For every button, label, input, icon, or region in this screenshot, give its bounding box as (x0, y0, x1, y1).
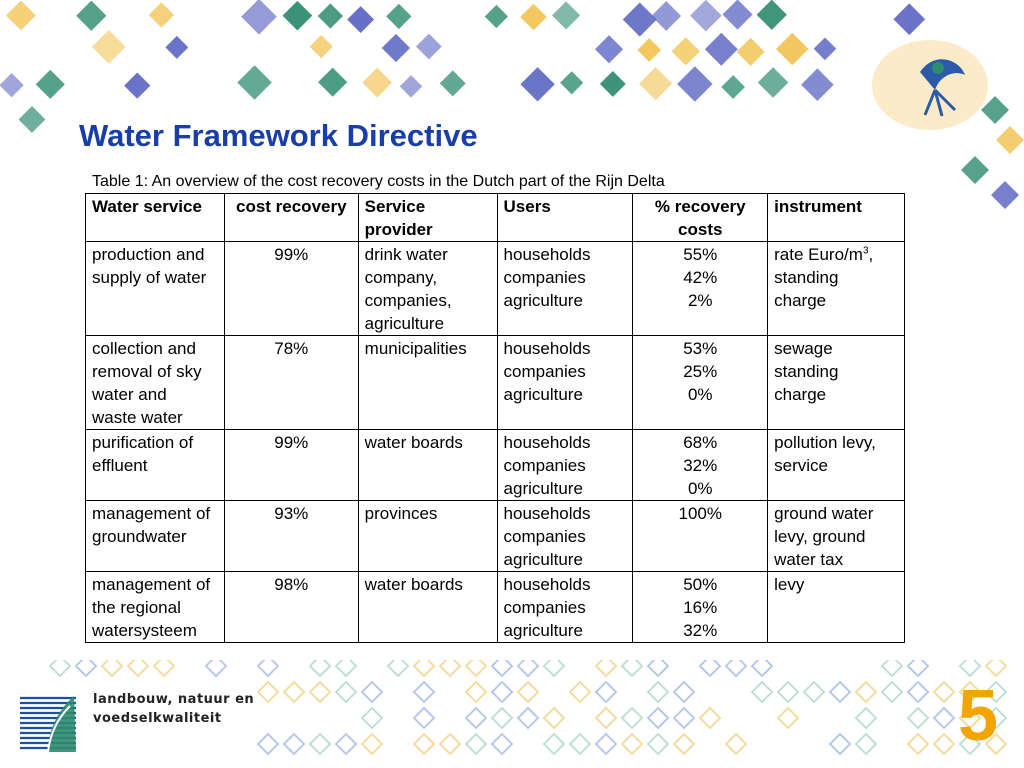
decorative-diamond (752, 660, 772, 676)
cell-service-provider: water boards (358, 572, 497, 643)
cell-cost-recovery: 99% (224, 242, 358, 336)
table-row (86, 242, 905, 336)
decorative-diamond (674, 708, 694, 728)
decorative-diamond (801, 68, 834, 101)
decorative-diamond (908, 660, 928, 676)
cell-service-provider: provinces (358, 501, 497, 572)
decorative-diamond (414, 734, 434, 754)
decorative-diamond (128, 660, 148, 676)
decorative-diamond (388, 660, 408, 676)
decorative-diamond (518, 660, 538, 676)
decorative-diamond (318, 68, 347, 97)
decorative-diamond (283, 1, 313, 31)
cell-water-service: production and supply of water (86, 242, 225, 336)
decorative-diamond (92, 30, 126, 64)
decorative-diamond (637, 38, 661, 62)
decorative-diamond (0, 73, 24, 97)
decorative-diamond (149, 2, 174, 27)
decorative-diamond (440, 660, 460, 676)
decorative-diamond (752, 682, 772, 702)
cell-users: households companies agriculture (497, 336, 633, 430)
decorative-diamond (986, 660, 1006, 676)
decorative-diamond (400, 75, 422, 97)
decorative-diamond (690, 0, 722, 31)
decorative-diamond (310, 682, 330, 702)
cell-instrument: rate Euro/$m^3$, standing charge (768, 242, 905, 336)
header-recovery-pct: % recovery costs (633, 194, 768, 242)
cell-service-provider: municipalities (358, 336, 497, 430)
decorative-diamond (726, 734, 746, 754)
table-row (86, 430, 905, 501)
decorative-diamond (648, 660, 668, 676)
decorative-diamond (258, 734, 278, 754)
cell-cost-recovery: 93% (224, 501, 358, 572)
decorative-diamond (336, 682, 356, 702)
decorative-diamond (596, 708, 616, 728)
decorative-diamond (814, 37, 837, 60)
decorative-diamond (776, 33, 809, 66)
decorative-diamond (570, 734, 590, 754)
decorative-diamond (830, 734, 850, 754)
decorative-diamond (934, 734, 954, 754)
decorative-diamond (856, 682, 876, 702)
decorative-diamond (778, 682, 798, 702)
decorative-diamond (492, 682, 512, 702)
header-users: Users (497, 194, 633, 242)
decorative-diamond (206, 660, 226, 676)
decorative-diamond (648, 682, 668, 702)
decorative-diamond (544, 734, 564, 754)
decorative-diamond (76, 1, 106, 31)
decorative-diamond (382, 34, 410, 62)
page-number: 5 (958, 676, 999, 756)
cell-service-provider: drink water company, companies, agriculture (358, 242, 497, 336)
decorative-diamond (466, 660, 486, 676)
decorative-diamond (520, 4, 547, 31)
cost-recovery-table (85, 193, 905, 643)
decorative-diamond (908, 682, 928, 702)
decorative-diamond (882, 660, 902, 676)
decorative-diamond (651, 1, 681, 31)
decorative-diamond (520, 67, 554, 101)
decorative-diamond (50, 660, 70, 676)
decorative-diamond (758, 67, 789, 98)
decorative-diamond (552, 1, 580, 29)
decorative-diamond (560, 71, 583, 94)
table-caption: Table 1: An overview of the cost recovery costs in the Dutch part of the Rijn Delta (92, 173, 665, 190)
decorative-diamond (700, 708, 720, 728)
cell-cost-recovery: 99% (224, 430, 358, 501)
decorative-diamond (440, 734, 460, 754)
decorative-diamond (544, 708, 564, 728)
decorative-diamond (310, 734, 330, 754)
decorative-diamond (36, 70, 65, 99)
decorative-diamond (721, 75, 745, 99)
decorative-diamond (258, 660, 278, 676)
decorative-diamond (960, 660, 980, 676)
decorative-diamond (934, 682, 954, 702)
decorative-diamond (492, 708, 512, 728)
cell-cost-recovery: 78% (224, 336, 358, 430)
decorative-diamond (981, 96, 1009, 124)
cell-water-service: collection and removal of sky water and waste water (86, 336, 225, 430)
cell-water-service: management of groundwater (86, 501, 225, 572)
decorative-diamond (672, 37, 700, 65)
decorative-diamond (237, 65, 272, 100)
decorative-diamond (757, 0, 787, 30)
cell-water-service: purification of effluent (86, 430, 225, 501)
decorative-diamond (414, 682, 434, 702)
cell-users: households companies agriculture (497, 430, 633, 501)
decorative-diamond (6, 1, 36, 31)
cell-water-service: management of the regional watersysteem (86, 572, 225, 643)
decorative-diamond (386, 4, 411, 29)
decorative-diamond (908, 708, 928, 728)
decorative-diamond (362, 682, 382, 702)
decorative-diamond (336, 734, 356, 754)
table-header-row (86, 194, 905, 242)
cell-instrument: sewage standing charge (768, 336, 905, 430)
decorative-diamond (19, 106, 46, 133)
decorative-diamond (362, 734, 382, 754)
decorative-diamond (622, 734, 642, 754)
decorative-diamond (518, 682, 538, 702)
decorative-diamond (934, 708, 954, 728)
header-water-service: Water service (86, 194, 225, 242)
decorative-diamond (961, 156, 989, 184)
decorative-diamond (570, 682, 590, 702)
page-title: Water Framework Directive (79, 118, 478, 153)
decorative-diamond (778, 708, 798, 728)
cell-recovery-pct: 53% 25% 0% (633, 336, 768, 430)
decorative-diamond (700, 660, 720, 676)
cell-service-provider: water boards (358, 430, 497, 501)
decorative-diamond (648, 734, 668, 754)
decorative-diamond (622, 708, 642, 728)
decorative-diamond (600, 71, 626, 97)
cell-instrument: levy (768, 572, 905, 643)
decorative-diamond (440, 70, 466, 96)
decorative-diamond (596, 734, 616, 754)
decorative-diamond (830, 682, 850, 702)
cell-cost-recovery: 98% (224, 572, 358, 643)
decorative-diamond (414, 708, 434, 728)
decorative-diamond (596, 660, 616, 676)
decorative-diamond (347, 6, 374, 33)
ministry-name: landbouw, natuur en voedselkwaliteit (93, 692, 255, 726)
decorative-diamond (622, 660, 642, 676)
cell-instrument: ground water levy, ground water tax (768, 501, 905, 572)
decorative-diamond (726, 660, 746, 676)
cell-recovery-pct: 100% (633, 501, 768, 572)
decorative-diamond (856, 734, 876, 754)
ministry-logo-icon (18, 692, 78, 754)
decorative-diamond (677, 66, 712, 101)
decorative-diamond (310, 660, 330, 676)
decorative-diamond (996, 126, 1024, 154)
decorative-diamond (466, 682, 486, 702)
cell-users: households companies agriculture (497, 242, 633, 336)
decorative-diamond (414, 660, 434, 676)
decorative-diamond (336, 660, 356, 676)
decorative-diamond (284, 734, 304, 754)
decorative-diamond (165, 36, 188, 59)
cell-recovery-pct: 55% 42% 2% (633, 242, 768, 336)
decorative-diamond (705, 33, 738, 66)
decorative-diamond (466, 708, 486, 728)
decorative-diamond (722, 0, 752, 30)
decorative-diamond (648, 708, 668, 728)
decorative-diamond (154, 660, 174, 676)
decorative-diamond (284, 682, 304, 702)
decorative-diamond (737, 38, 765, 66)
header-service-provider: Service provider (358, 194, 497, 242)
decorative-diamond (485, 5, 508, 28)
decorative-diamond (544, 660, 564, 676)
cell-recovery-pct: 68% 32% 0% (633, 430, 768, 501)
decorative-diamond (492, 660, 512, 676)
cell-instrument: pollution levy, service (768, 430, 905, 501)
decorative-diamond (466, 734, 486, 754)
decorative-diamond (416, 34, 442, 60)
decorative-diamond (596, 682, 616, 702)
decorative-diamond (362, 708, 382, 728)
decorative-diamond (908, 734, 928, 754)
decorative-diamond (623, 3, 657, 37)
decorative-diamond (76, 660, 96, 676)
decorative-diamond (362, 68, 392, 98)
decorative-diamond (518, 708, 538, 728)
cell-users: households companies agriculture (497, 572, 633, 643)
table-row (86, 501, 905, 572)
cell-users: households companies agriculture (497, 501, 633, 572)
decorative-diamond (856, 708, 876, 728)
decorative-diamond (492, 734, 512, 754)
cell-recovery-pct: 50% 16% 32% (633, 572, 768, 643)
decorative-diamond (893, 3, 925, 35)
decorative-diamond (318, 3, 343, 28)
header-instrument: instrument (768, 194, 905, 242)
decorative-diamond (804, 682, 824, 702)
decorative-diamond (639, 67, 672, 100)
header-cost-recovery: cost recovery (224, 194, 358, 242)
decorative-diamond (310, 35, 333, 58)
decorative-diamond (674, 682, 694, 702)
decorative-diamond (674, 734, 694, 754)
table-row (86, 572, 905, 643)
decorative-diamond (882, 682, 902, 702)
decorative-diamond (991, 181, 1019, 209)
decorative-diamond (258, 682, 278, 702)
table-row (86, 336, 905, 430)
decorative-diamond (102, 660, 122, 676)
decorative-diamond (124, 72, 150, 98)
tulip-emblem-icon (872, 40, 988, 130)
decorative-diamond (595, 35, 623, 63)
decorative-diamond (241, 0, 277, 34)
